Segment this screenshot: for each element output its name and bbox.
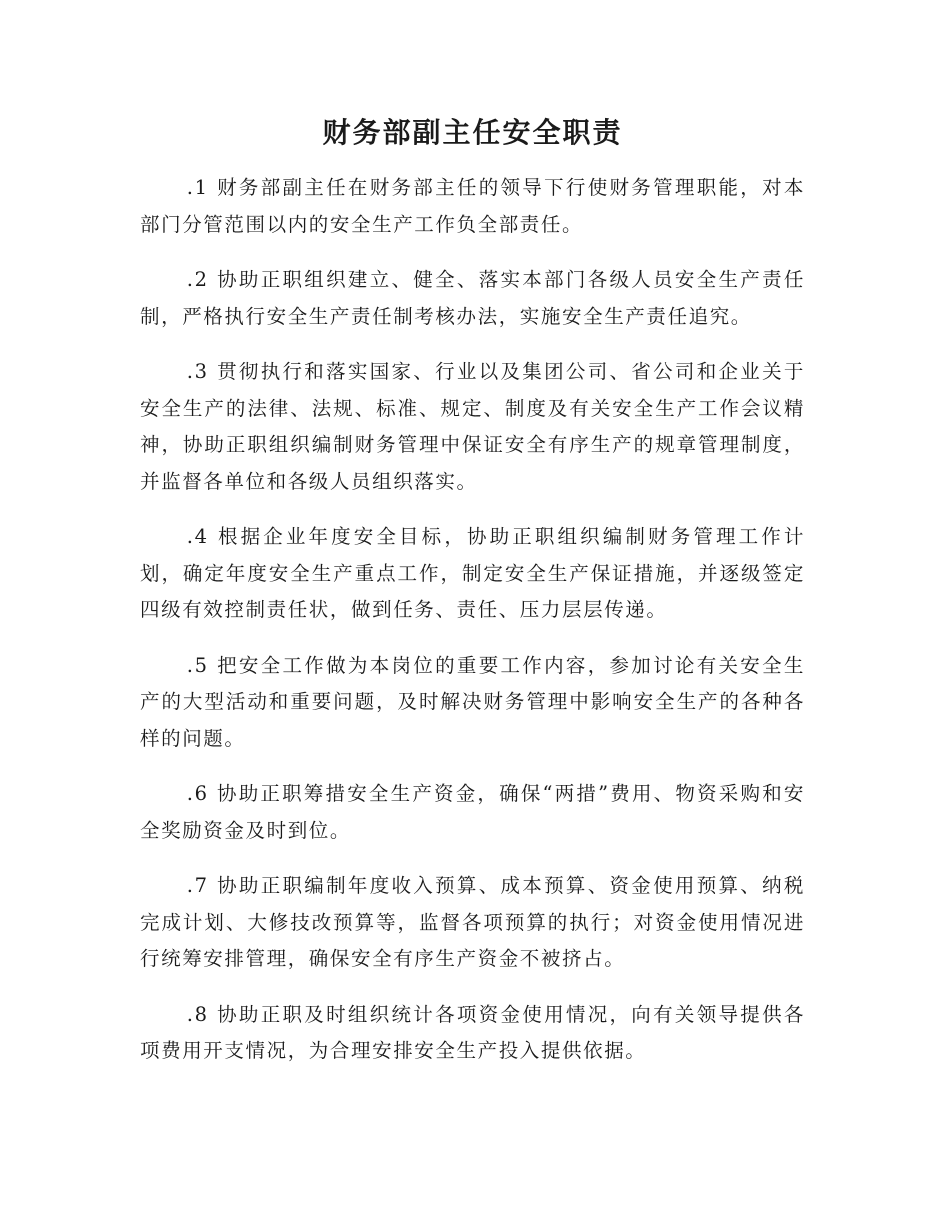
paragraph-5: .5 把安全工作做为本岗位的重要工作内容，参加讨论有关安全生产的大型活动和重要问题，及时解决财务管理中影响安全生产的各种各样的问题。	[140, 653, 805, 750]
paragraph-4: .4 根据企业年度安全目标，协助正职组织编制财务管理工作计划，确定年度安全生产重点工作，制定安全生产保证措施，并逐级签定四级有效控制责任状，做到任务、责任、压力层层传递。	[140, 525, 805, 621]
paragraph-7: .7 协助正职编制年度收入预算、成本预算、资金使用预算、纳税完成计划、大修技改预算等，监督各项预算的执行；对资金使用情况进行统筹安排管理，确保安全有序生产资金不被挤占。	[140, 874, 805, 970]
paragraph-1: .1 财务部副主任在财务部主任的领导下行使财务管理职能，对本部门分管范围以内的安全生产工作负全部责任。	[140, 176, 805, 236]
paragraph-8: .8 协助正职及时组织统计各项资金使用情况，向有关领导提供各项费用开支情况，为合理安排安全生产投入提供依据。	[140, 1002, 805, 1062]
document-title: 财务部副主任安全职责	[322, 116, 623, 149]
document-page	[140, 108, 805, 1089]
paragraph-6: .6 协助正职筹措安全生产资金，确保“两措”费用、物资采购和安全奖励资金及时到位。	[140, 782, 805, 842]
paragraph-2: .2 协助正职组织建立、健全、落实本部门各级人员安全生产责任制，严格执行安全生产责任制考核办法，实施安全生产责任追究。	[140, 268, 805, 328]
paragraph-3: .3 贯彻执行和落实国家、行业以及集团公司、省公司和企业关于安全生产的法律、法规、标准、规定、制度及有关安全生产工作会议精神，协助正职组织编制财务管理中保证安全有序生产的规章管理制度，并监督各单位和各级人员组织落实。	[140, 360, 805, 493]
